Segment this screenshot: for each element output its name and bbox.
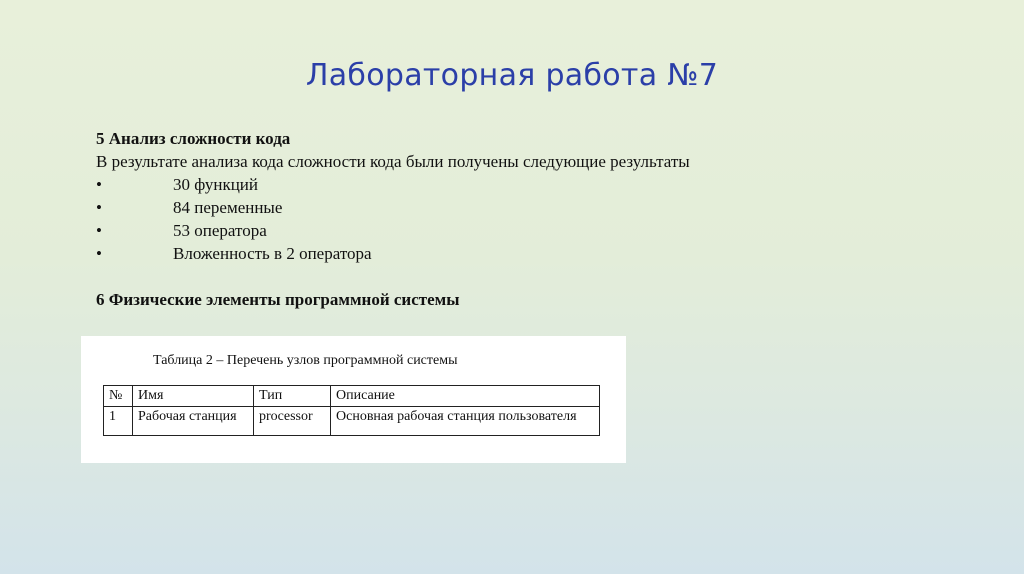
slide-content <box>96 127 856 311</box>
bullet-marker: • <box>96 244 102 263</box>
section-6-heading: 6 Физические элементы программной системы <box>96 290 460 309</box>
bullet-marker: • <box>96 221 102 240</box>
bullet-text: 84 переменные <box>173 198 283 217</box>
bullet-marker: • <box>96 175 102 194</box>
bullet-item <box>96 173 856 196</box>
table-caption: Таблица 2 – Перечень узлов программной системы <box>153 353 458 368</box>
slide-title: Лабораторная работа №7 <box>305 58 719 93</box>
cell-number: 1 <box>104 407 133 436</box>
column-header-description: Описание <box>331 386 600 407</box>
table-image-panel <box>81 336 626 463</box>
table-header-row <box>104 386 600 407</box>
table-row <box>104 407 600 436</box>
cell-name: Рабочая станция <box>133 407 254 436</box>
bullet-item <box>96 196 856 219</box>
nodes-table <box>103 385 600 436</box>
section-spacer <box>96 265 856 288</box>
bullet-marker: • <box>96 198 102 217</box>
bullet-item <box>96 219 856 242</box>
cell-type: processor <box>254 407 331 436</box>
bullet-item <box>96 242 856 265</box>
column-header-type: Тип <box>254 386 331 407</box>
column-header-name: Имя <box>133 386 254 407</box>
cell-description: Основная рабочая станция пользователя <box>331 407 600 436</box>
section-5-heading: 5 Анализ сложности кода <box>96 129 291 148</box>
bullet-text: 30 функций <box>173 175 258 194</box>
section-5-intro: В результате анализа кода сложности кода были получены следующие результаты <box>96 152 690 171</box>
bullet-text: Вложенность в 2 оператора <box>173 244 372 263</box>
column-header-number: № <box>104 386 133 407</box>
bullet-text: 53 оператора <box>173 221 267 240</box>
